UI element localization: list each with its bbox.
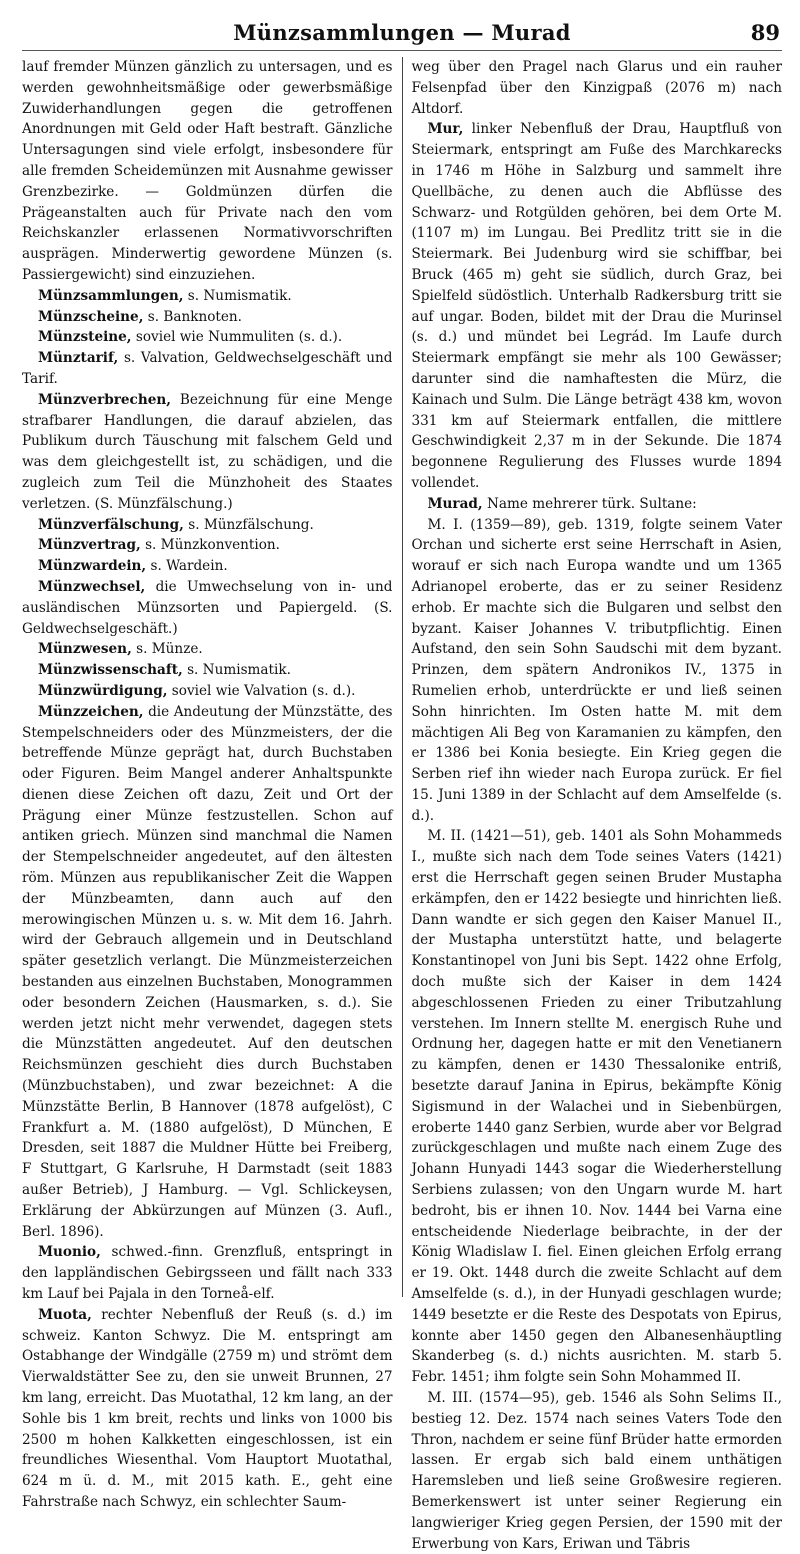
entry-text: M. I. (1359—89), geb. 1319, folgte seinem Vater Orchan und sicherte erst seine Herrschaft in Asien, worauf er sich nach Europa wandte und um 1365 Adrianopel eroberte, das er zu seiner Residenz erhob. Er machte sich die Bulgaren und selbst den byzant. Kaiser Johannes V. tributpflichtig. Einen Aufstand, den sein Sohn Saudschi mit dem byzant. Prinzen, dem spätern Andronikos IV., 1375 in Rumelien erhob, unterdrückte er und ließ seinen Sohn hinrichten. Im Osten hatte M. mit dem mächtigen Ali Beg von Karamanien zu kämpfen, den er 1386 bei Konia besiegte. Ein Krieg gegen die Serben rief ihn wieder nach Europa zurück. Er fiel 15. Juni 1389 in der Schlacht auf dem Amselfelde (s. d.). — [411, 516, 782, 824]
entry-headword: Münzvertrag, — [38, 537, 141, 554]
entry-headword: Mur, — [427, 121, 464, 138]
dictionary-entry — [22, 535, 393, 556]
entry-text: M. III. (1574—95), geb. 1546 als Sohn Selims II., bestieg 12. Dez. 1574 nach seines Vaters Tode den Thron, nachdem er seine fünf Brüder hatte ermorden lassen. Er ergab sich bald einem unthätigen Haremsleben und ließ seine Großwesire regieren. Bemerkenswert ist unter seiner Regierung ein langwieriger Krieg gegen Persien, der 1590 mit der Erwerbung von Kars, Eriwan und Täbris — [411, 1390, 782, 1552]
entry-text: s. Valvation, Geldwechselgeschäft und Tarif. — [22, 350, 393, 387]
entry-text: rechter Nebenfluß der Reuß (s. d.) im schweiz. Kanton Schwyz. Die M. entspringt am Ostabhange der Windgälle (2759 m) und strömt dem Vierwaldstätter See zu, den sie unweit Brunnen, 27 km lang, erreicht. Das Muotathal, 12 km lang, an der Sohle bis 1 km breit, rechts und links von 1000 bis 2500 m hohen Kalkketten eingeschlossen, ist ein freundliches Wiesenthal. Vom Hauptort Muotathal, 624 m ü. d. M., mit 2015 kath. E., geht eine Fahrstraße nach Schwyz, ein schlechter Saum- — [22, 1306, 393, 1510]
entry-headword: Münzwesen, — [38, 641, 132, 658]
entry-text: s. Wardein. — [150, 558, 228, 575]
entry-text: s. Münzfälschung. — [188, 516, 314, 533]
dictionary-entry — [22, 327, 393, 348]
dictionary-entry — [22, 1242, 393, 1304]
page-header — [22, 18, 782, 51]
entry-text: schwed.-finn. Grenzfluß, entspringt in den lappländischen Gebirgsseen und fällt nach 333 km Lauf bei Pajala in den Torneå-elf. — [22, 1244, 393, 1303]
dictionary-entry — [411, 826, 782, 1388]
left-column — [22, 57, 401, 1510]
entry-headword: Münzzeichen, — [38, 703, 144, 720]
dictionary-entry — [411, 1388, 782, 1554]
entry-text: s. Münze. — [136, 641, 203, 658]
right-column — [403, 57, 782, 1552]
two-column-body — [22, 57, 782, 1552]
column-divider — [402, 57, 403, 1297]
dictionary-entry — [22, 515, 393, 536]
dictionary-entry — [22, 307, 393, 328]
dictionary-entry — [22, 702, 393, 1243]
entry-headword: Münzverbrechen, — [38, 391, 171, 408]
dictionary-entry — [22, 639, 393, 660]
dictionary-entry — [411, 494, 782, 515]
entry-text: s. Münzkonvention. — [145, 537, 280, 554]
entry-headword: Münzwürdigung, — [38, 682, 168, 699]
dictionary-entry — [22, 1305, 393, 1513]
entry-text: Bezeichnung für eine Menge strafbarer Handlungen, die darauf abzielen, das Publikum durch Täuschung mit falschem Geld und was dem gleichgestellt ist, zu schädigen, und die zugleich zum Teil die Münzhoheit des Staates verletzen. (S. Münzfälschung.) — [22, 391, 393, 512]
entry-headword: Münztarif, — [38, 350, 119, 367]
running-head: Münzsammlungen — Murad — [233, 20, 571, 45]
entry-headword: Münzverfälschung, — [38, 516, 184, 533]
entry-text: linker Nebenfluß der Drau, Hauptfluß von Steiermark, entspringt am Fuße des Marchkarecks in 1746 m Höhe in Salzburg und sammelt ihre Quellbäche, zu denen auch die Abflüsse des Schwarz- und Rotgülden gehören, bei dem Orte M. (1107 m) im Lungau. Bei Predlitz tritt sie in die Steiermark. Bei Judenburg wird sie schiffbar, bei Bruck (465 m) geht sie südlich, durch Graz, bei Spielfeld südöstlich. Unterhalb Radkersburg tritt sie auf ungar. Boden, bildet mit der Drau die Murinsel (s. d.) und mündet bei Legrád. Im Laufe durch Steiermark empfängt sie mehr als 100 Gewässer; darunter sind die namhaftesten die Mürz, die Kainach und Sulm. Die Länge beträgt 438 km, wovon 331 km auf Steiermark entfallen, die mittlere Geschwindigkeit 2,37 m in der Sekunde. Die 1874 begonnene Regulierung des Flusses wurde 1894 vollendet. — [411, 121, 782, 491]
entry-headword: Münzscheine, — [38, 308, 144, 325]
entry-text: weg über den Pragel nach Glarus und ein rauher Felsenpfad über den Kinzigpaß (2076 m) nach Altdorf. — [411, 59, 782, 117]
dictionary-entry — [22, 660, 393, 681]
entry-headword: Münzwissenschaft, — [38, 662, 183, 679]
entry-text: M. II. (1421—51), geb. 1401 als Sohn Mohammeds I., mußte sich nach dem Tode seines Vaters (1421) erst die Herrschaft gegen seinen Bruder Mustapha erkämpfen, den er 1422 besiegte und hinrichten ließ. Dann wandte er sich gegen den Kaiser Manuel II., der Mustapha unterstützt hatte, und belagerte Konstantinopel von Juni bis Sept. 1422 ohne Erfolg, doch mußte sich der Kaiser in dem 1424 abgeschlossenen Frieden zu einer Tributzahlung verstehen. Im Innern stellte M. energisch Ruhe und Ordnung her, dagegen hatte er mit den Venetianern zu kämpfen, denen er 1430 Thessalonike entriß, besetzte darauf Janina in Epirus, bekämpfte König Sigismund in der Walachei und in Siebenbürgen, eroberte 1440 ganz Serbien, wurde aber vor Belgrad zurückgeschlagen und mußte nach einem Zuge des Johann Hunyadi 1443 sogar die Wiederherstellung Serbiens zulassen; von den Ungarn wurde M. hart bedroht, bis er ihnen 10. Nov. 1444 bei Varna eine entscheidende Niederlage beibrachte, in der der König Wladislaw I. fiel. Einen gleichen Erfolg errang er 19. Okt. 1448 durch die zweite Schlacht auf dem Amselfelde (s. d.), in der Hunyadi geschlagen wurde; 1449 besetzte er die Reste des Despotats von Epirus, konnte aber 1450 gegen den Albanesenhäuptling Skanderbeg (s. d.) nichts ausrichten. M. starb 5. Febr. 1451; ihm folgte sein Sohn Mohammed II. — [411, 828, 782, 1386]
dictionary-entry — [411, 57, 782, 119]
entry-headword: Münzsteine, — [38, 329, 132, 346]
entry-text: s. Numismatik. — [187, 662, 291, 679]
entry-headword: Münzwechsel, — [38, 578, 146, 595]
dictionary-entry — [22, 57, 393, 286]
entry-text: s. Numismatik. — [187, 287, 292, 304]
entry-text: s. Banknoten. — [147, 308, 242, 325]
entry-text: Name mehrerer türk. Sultane: — [486, 495, 697, 512]
dictionary-entry — [411, 515, 782, 827]
dictionary-entry — [411, 119, 782, 493]
entry-text: soviel wie Nummuliten (s. d.). — [135, 329, 343, 346]
dictionary-entry — [22, 577, 393, 639]
entry-headword: Murad, — [427, 495, 483, 512]
entry-text: soviel wie Valvation (s. d.). — [171, 682, 356, 699]
dictionary-entry — [22, 681, 393, 702]
entry-headword: Münzwardein, — [38, 558, 147, 575]
dictionary-entry — [22, 348, 393, 390]
entry-headword: Muonio, — [38, 1244, 101, 1261]
entry-headword: Muota, — [38, 1306, 92, 1323]
page-number: 89 — [750, 20, 780, 45]
dictionary-entry — [22, 556, 393, 577]
entry-text: die Andeutung der Münzstätte, des Stempelschneiders oder des Münzmeisters, der die betreffende Münze geprägt hat, durch Buchstaben oder Figuren. Beim Mangel anderer Anhaltspunkte dienen diese Zeichen oft dazu, Zeit und Ort der Prägung einer Münze festzustellen. Schon auf antiken griech. Münzen sind manchmal die Namen der Stempelschneider angedeutet, auf den ältesten röm. Münzen aus republikanischer Zeit die Wappen der Münzbeamten, dann auch auf den merowingischen Münzen u. s. w. Mit dem 16. Jahrh. wird der Gebrauch allgemein und in Deutschland später gesetzlich verlangt. Die Münzmeisterzeichen bestanden aus einzelnen Buchstaben, Monogrammen oder besondern Zeichen (Hausmarken, s. d.). Sie werden jetzt nicht mehr verwendet, dagegen stets die Münzstätten angedeutet. Auf den deutschen Reichsmünzen geschieht dies durch Buchstaben (Münzbuchstaben), und zwar bezeichnet: A die Münzstätte Berlin, B Hannover (1878 aufgelöst), C Frankfurt a. M. (1880 aufgelöst), D München, E Dresden, seit 1887 die Muldner Hütte bei Freiberg, F Stuttgart, G Karlsruhe, H Darmstadt (seit 1883 außer Betrieb), J Hamburg. — Vgl. Schlickeysen, Erklärung der Abkürzungen auf Münzen (3. Aufl., Berl. 1896). — [22, 703, 393, 1240]
entry-text: lauf fremder Münzen gänzlich zu untersagen, und es werden gewohnheitsmäßige oder gewerbsmäßige Zuwiderhandlungen gegen die getroffenen Anordnungen mit Geld oder Haft bestraft. Gänzliche Untersagungen sind viele erfolgt, insbesondere für alle fremden Scheidemünzen mit Ausnahme gewisser Grenzbezirke. — Goldmünzen dürfen die Prägeanstalten auch für Private nach den vom Reichskanzler erlassenen Normativvorschriften ausprägen. Minderwertig gewordene Münzen (s. Passiergewicht) sind einzuziehen. — [22, 59, 393, 283]
dictionary-entry — [22, 286, 393, 307]
entry-text: die Umwechselung von in- und ausländischen Münzsorten und Papiergeld. (S. Geldwechselgeschäft.) — [22, 578, 393, 637]
entry-headword: Münzsammlungen, — [38, 287, 184, 304]
dictionary-entry — [22, 390, 393, 515]
